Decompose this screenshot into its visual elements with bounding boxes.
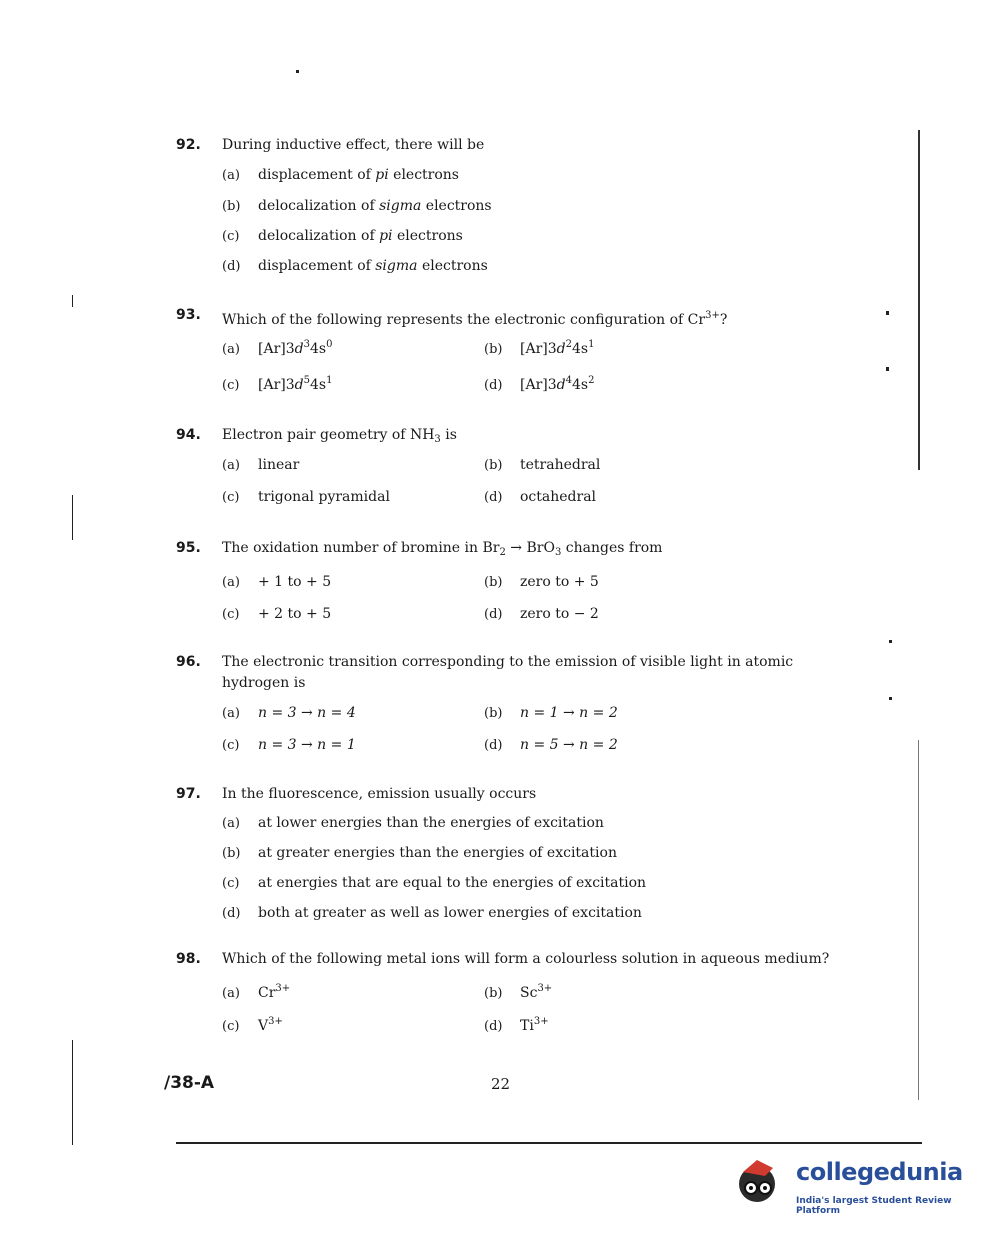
brand-name: collegedunia [796,1158,963,1186]
scan-mark [72,1040,73,1145]
page-number: 22 [491,1075,511,1093]
option-c: (c) + 2 to + 5 [222,606,332,622]
scan-mark [72,295,73,307]
question-text: The oxidation number of bromine in $Br_2 \to BrO_3$ changes from [222,540,663,558]
option-d: (d) $[Ar]3d^44s^2$ [484,375,595,393]
option-d: (d) displacement of sigma electrons [222,258,488,274]
scan-dot [889,697,892,700]
scan-edge [918,130,920,470]
scan-dot [886,311,889,315]
option-b: (b) $[Ar]3d^24s^1$ [484,339,595,357]
option-d: (d) zero to − 2 [484,606,599,622]
question-number: 93. [176,307,201,323]
option-c: (c) $V^{3+}$ [222,1016,283,1034]
option-c: (c) trigonal pyramidal [222,489,390,505]
option-a: (a) $Cr^{3+}$ [222,983,291,1001]
option-b: (b) zero to + 5 [484,574,599,590]
question-number: 95. [176,540,201,556]
option-b: (b) at greater energies than the energies of excitation [222,845,617,861]
option-a: (a) + 1 to + 5 [222,574,332,590]
scan-dot [886,367,889,371]
question-number: 97. [176,786,201,802]
option-a: (a) n = 3 → n = 4 [222,705,356,721]
option-d: (d) both at greater as well as lower energies of excitation [222,905,642,921]
question-text-line-2: hydrogen is [222,675,306,691]
option-d: (d) n = 5 → n = 2 [484,737,618,753]
option-a: (a) displacement of pi electrons [222,167,459,183]
question-text: In the fluorescence, emission usually occurs [222,786,537,802]
question-number: 92. [176,137,201,153]
option-c: (c) $[Ar]3d^54s^1$ [222,375,333,393]
scan-edge [918,740,919,1100]
option-a: (a) $[Ar]3d^34s^0$ [222,339,333,357]
option-a: (a) linear [222,457,300,473]
question-text: Which of the following metal ions will form a colourless solution in aqueous medium? [222,951,830,967]
question-number: 96. [176,654,201,670]
question-number: 98. [176,951,201,967]
option-c: (c) at energies that are equal to the energies of excitation [222,875,647,891]
scan-dot [296,70,299,73]
option-a: (a) at lower energies than the energies of excitation [222,815,604,831]
brand-tagline: India's largest Student Review Platform [796,1196,952,1216]
question-text: During inductive effect, there will be [222,137,485,153]
question-number: 94. [176,427,201,443]
option-c: (c) delocalization of pi electrons [222,228,463,244]
scan-mark [72,495,73,540]
question-text: Which of the following represents the electronic configuration of $Cr^{3+}$? [222,310,728,328]
option-b: (b) $Sc^{3+}$ [484,983,553,1001]
scan-dot [889,640,892,643]
option-d: (d) octahedral [484,489,597,505]
question-text-line-1: The electronic transition corresponding to the emission of visible light in atomic [222,654,794,670]
option-b: (b) tetrahedral [484,457,601,473]
question-text: Electron pair geometry of $NH_3$ is [222,427,457,445]
paper-code: /38-A [164,1073,215,1093]
option-d: (d) $Ti^{3+}$ [484,1016,549,1034]
option-b: (b) n = 1 → n = 2 [484,705,618,721]
footer-divider [176,1142,922,1144]
option-c: (c) n = 3 → n = 1 [222,737,356,753]
option-b: (b) delocalization of sigma electrons [222,198,492,214]
